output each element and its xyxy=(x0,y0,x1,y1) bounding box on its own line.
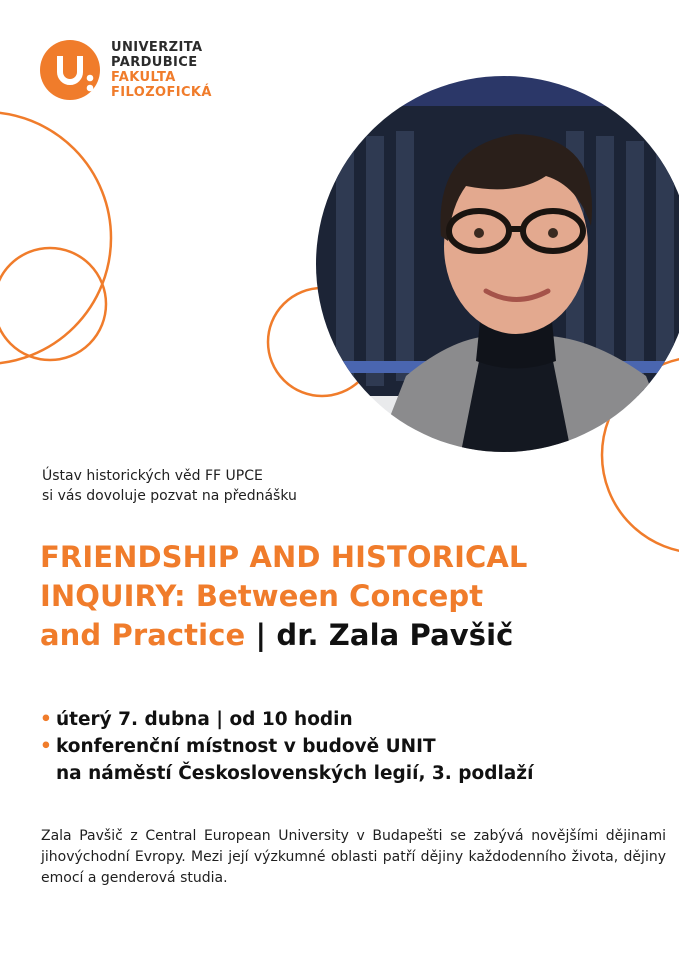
speaker-name: dr. Zala Pavšič xyxy=(276,618,514,652)
title-line-2: INQUIRY: Between Concept xyxy=(40,579,484,613)
event-date-time: úterý 7. dubna | od 10 hodin xyxy=(56,709,353,730)
speaker-bio: Zala Pavšič z Central European University v Budapešti se zabývá novějšími dějinami jihovýchodní Evropy. Mezi její výzkumné oblasti patří dějiny každodenního života, dějiny emocí a genderová studia. xyxy=(41,828,666,886)
event-place-address: na náměstí Československých legií, 3. podlaží xyxy=(56,763,534,784)
speaker-photo xyxy=(316,76,679,452)
speaker-portrait-icon xyxy=(316,76,679,452)
title-separator: | xyxy=(255,618,267,652)
university-logo-icon xyxy=(40,38,104,102)
intro-line-institute: Ústav historických věd FF UPCE xyxy=(42,468,263,484)
bullet-icon: • xyxy=(40,736,52,757)
title-line-3: and Practice xyxy=(40,618,246,652)
invitation-intro xyxy=(42,466,442,506)
event-place: konferenční místnost v budově UNIT xyxy=(56,736,436,757)
bullet-icon: • xyxy=(40,709,52,730)
detail-place-row xyxy=(40,733,660,760)
decor-circle-large-left xyxy=(0,112,111,364)
logo-line-faculty: FAKULTA xyxy=(111,70,176,85)
detail-date-row xyxy=(40,706,660,733)
logo-line-pardubice: PARDUBICE xyxy=(111,55,198,70)
lecture-title xyxy=(40,538,640,655)
title-line-1: FRIENDSHIP AND HISTORICAL xyxy=(40,540,528,574)
logo-line-university: UNIVERZITA xyxy=(111,40,203,55)
university-logo-text xyxy=(111,40,212,100)
logo-line-philosophy: FILOZOFICKÁ xyxy=(111,85,212,100)
intro-line-invitation: si vás dovoluje pozvat na přednášku xyxy=(42,488,297,504)
event-details xyxy=(40,706,660,787)
